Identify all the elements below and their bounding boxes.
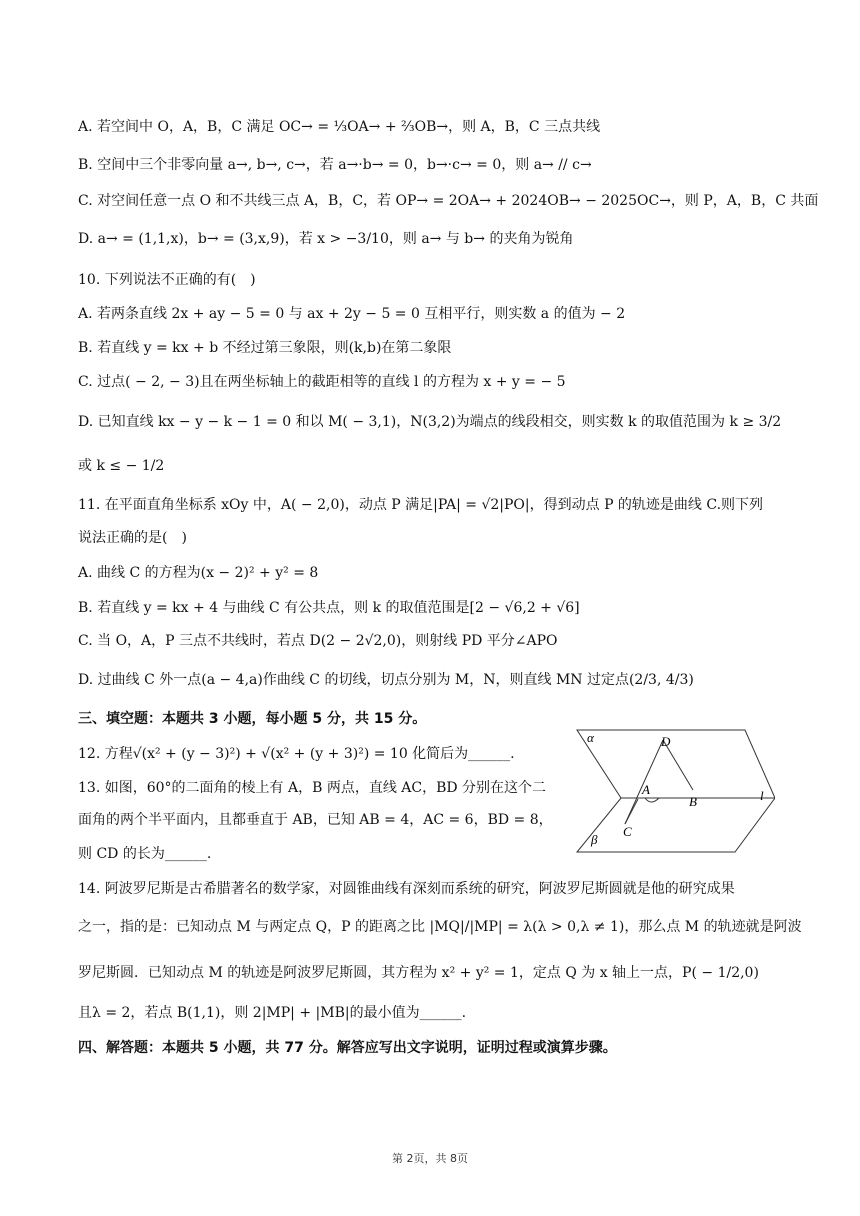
plane-beta bbox=[577, 798, 775, 852]
q10-option-b: B. 若直线 y = kx + b 不经过第三象限，则(k,b)在第二象限 bbox=[78, 340, 452, 356]
angle-mark bbox=[645, 798, 659, 802]
q10-option-c: C. 过点( − 2, − 3)且在两坐标轴上的截距相等的直线 l 的方程为 x + y = − 5 bbox=[78, 374, 566, 390]
label-alpha: α bbox=[587, 730, 594, 745]
dihedral-angle-figure bbox=[575, 722, 775, 854]
q9-option-c: C. 对空间任意一点 O 和不共线三点 A，B，C，若 OP→ = 2OA→ + 2024OB→ − 2025OC→，则 P，A，B，C 共面 bbox=[78, 193, 819, 209]
q11-option-d: D. 过曲线 C 外一点(a − 4,a)作曲线 C 的切线，切点分别为 M，N，则直线 MN 过定点(2/3, 4/3) bbox=[78, 672, 694, 688]
q11-option-c: C. 当 O，A，P 三点不共线时，若点 D(2 − 2√2,0)，则射线 PD 平分∠APO bbox=[78, 633, 558, 649]
q9-option-a: A. 若空间中 O，A，B，C 满足 OC→ = ⅓OA→ + ⅔OB→，则 A，B，C 三点共线 bbox=[78, 119, 601, 135]
label-l: l bbox=[760, 788, 764, 803]
q10-option-a: A. 若两条直线 2x + ay − 5 = 0 与 ax + 2y − 5 = 0 互相平行，则实数 a 的值为 − 2 bbox=[78, 306, 626, 322]
section-4-heading: 四、解答题：本题共 5 小题，共 77 分。解答应写出文字说明，证明过程或演算步骤。 bbox=[78, 1040, 617, 1056]
q10-option-d-cont: 或 k ≤ − 1/2 bbox=[78, 458, 165, 474]
label-a: A bbox=[642, 782, 650, 797]
q14-line-1: 14. 阿波罗尼斯是古希腊著名的数学家，对圆锥曲线有深刻而系统的研究，阿波罗尼斯圆就是他的研究成果 bbox=[78, 881, 735, 897]
q13-line-1: 13. 如图，60°的二面角的棱上有 A，B 两点，直线 AC，BD 分别在这个二 bbox=[78, 780, 547, 796]
q9-option-d: D. a→ = (1,1,x)，b→ = (3,x,9)，若 x > −3/10，则 a→ 与 b→ 的夹角为锐角 bbox=[78, 231, 574, 247]
q13-line-3: 则 CD 的长为______. bbox=[78, 846, 212, 862]
label-d: D bbox=[661, 734, 671, 749]
q14-line-3: 罗尼斯圆．已知动点 M 的轨迹是阿波罗尼斯圆，其方程为 x² + y² = 1，定点 Q 为 x 轴上一点，P( − 1/2,0) bbox=[78, 965, 759, 981]
plane-alpha bbox=[577, 730, 775, 798]
q13-line-2: 面角的两个半平面内，且都垂直于 AB，已知 AB = 4，AC = 6，BD = 8， bbox=[78, 812, 553, 828]
q14-line-4: 且λ = 2，若点 B(1,1)，则 2|MP| + |MB|的最小值为______. bbox=[78, 1005, 467, 1021]
q14-line-2: 之一，指的是：已知动点 M 与两定点 Q，P 的距离之比 |MQ|/|MP| = λ(λ > 0,λ ≠ 1)，那么点 M 的轨迹就是阿波 bbox=[78, 919, 802, 935]
q11-option-b: B. 若直线 y = kx + 4 与曲线 C 有公共点，则 k 的取值范围是[2 − √6,2 + √6] bbox=[78, 600, 580, 616]
q11-stem-cont: 说法正确的是( ) bbox=[78, 530, 187, 546]
section-3-heading: 三、填空题：本题共 3 小题，每小题 5 分，共 15 分。 bbox=[78, 711, 427, 727]
q10-option-d: D. 已知直线 kx − y − k − 1 = 0 和以 M( − 3,1)，N(3,2)为端点的线段相交，则实数 k 的取值范围为 k ≥ 3/2 bbox=[78, 414, 782, 430]
label-c: C bbox=[623, 824, 632, 839]
page-footer: 第 2页，共 8页 bbox=[392, 1152, 468, 1165]
q11-option-a: A. 曲线 C 的方程为(x − 2)² + y² = 8 bbox=[78, 565, 319, 581]
q9-option-b: B. 空间中三个非零向量 a→, b→, c→，若 a→·b→ = 0，b→·c→ = 0，则 a→ // c→ bbox=[78, 157, 592, 173]
q10-stem: 10. 下列说法不正确的有( ) bbox=[78, 272, 256, 288]
label-b: B bbox=[689, 794, 697, 809]
label-beta: β bbox=[591, 832, 598, 847]
q12: 12. 方程√(x² + (y − 3)²) + √(x² + (y + 3)²) = 10 化简后为______. bbox=[78, 746, 515, 762]
q11-stem: 11. 在平面直角坐标系 xOy 中，A( − 2,0)，动点 P 满足|PA| = √2|PO|，得到动点 P 的轨迹是曲线 C.则下列 bbox=[78, 497, 764, 513]
